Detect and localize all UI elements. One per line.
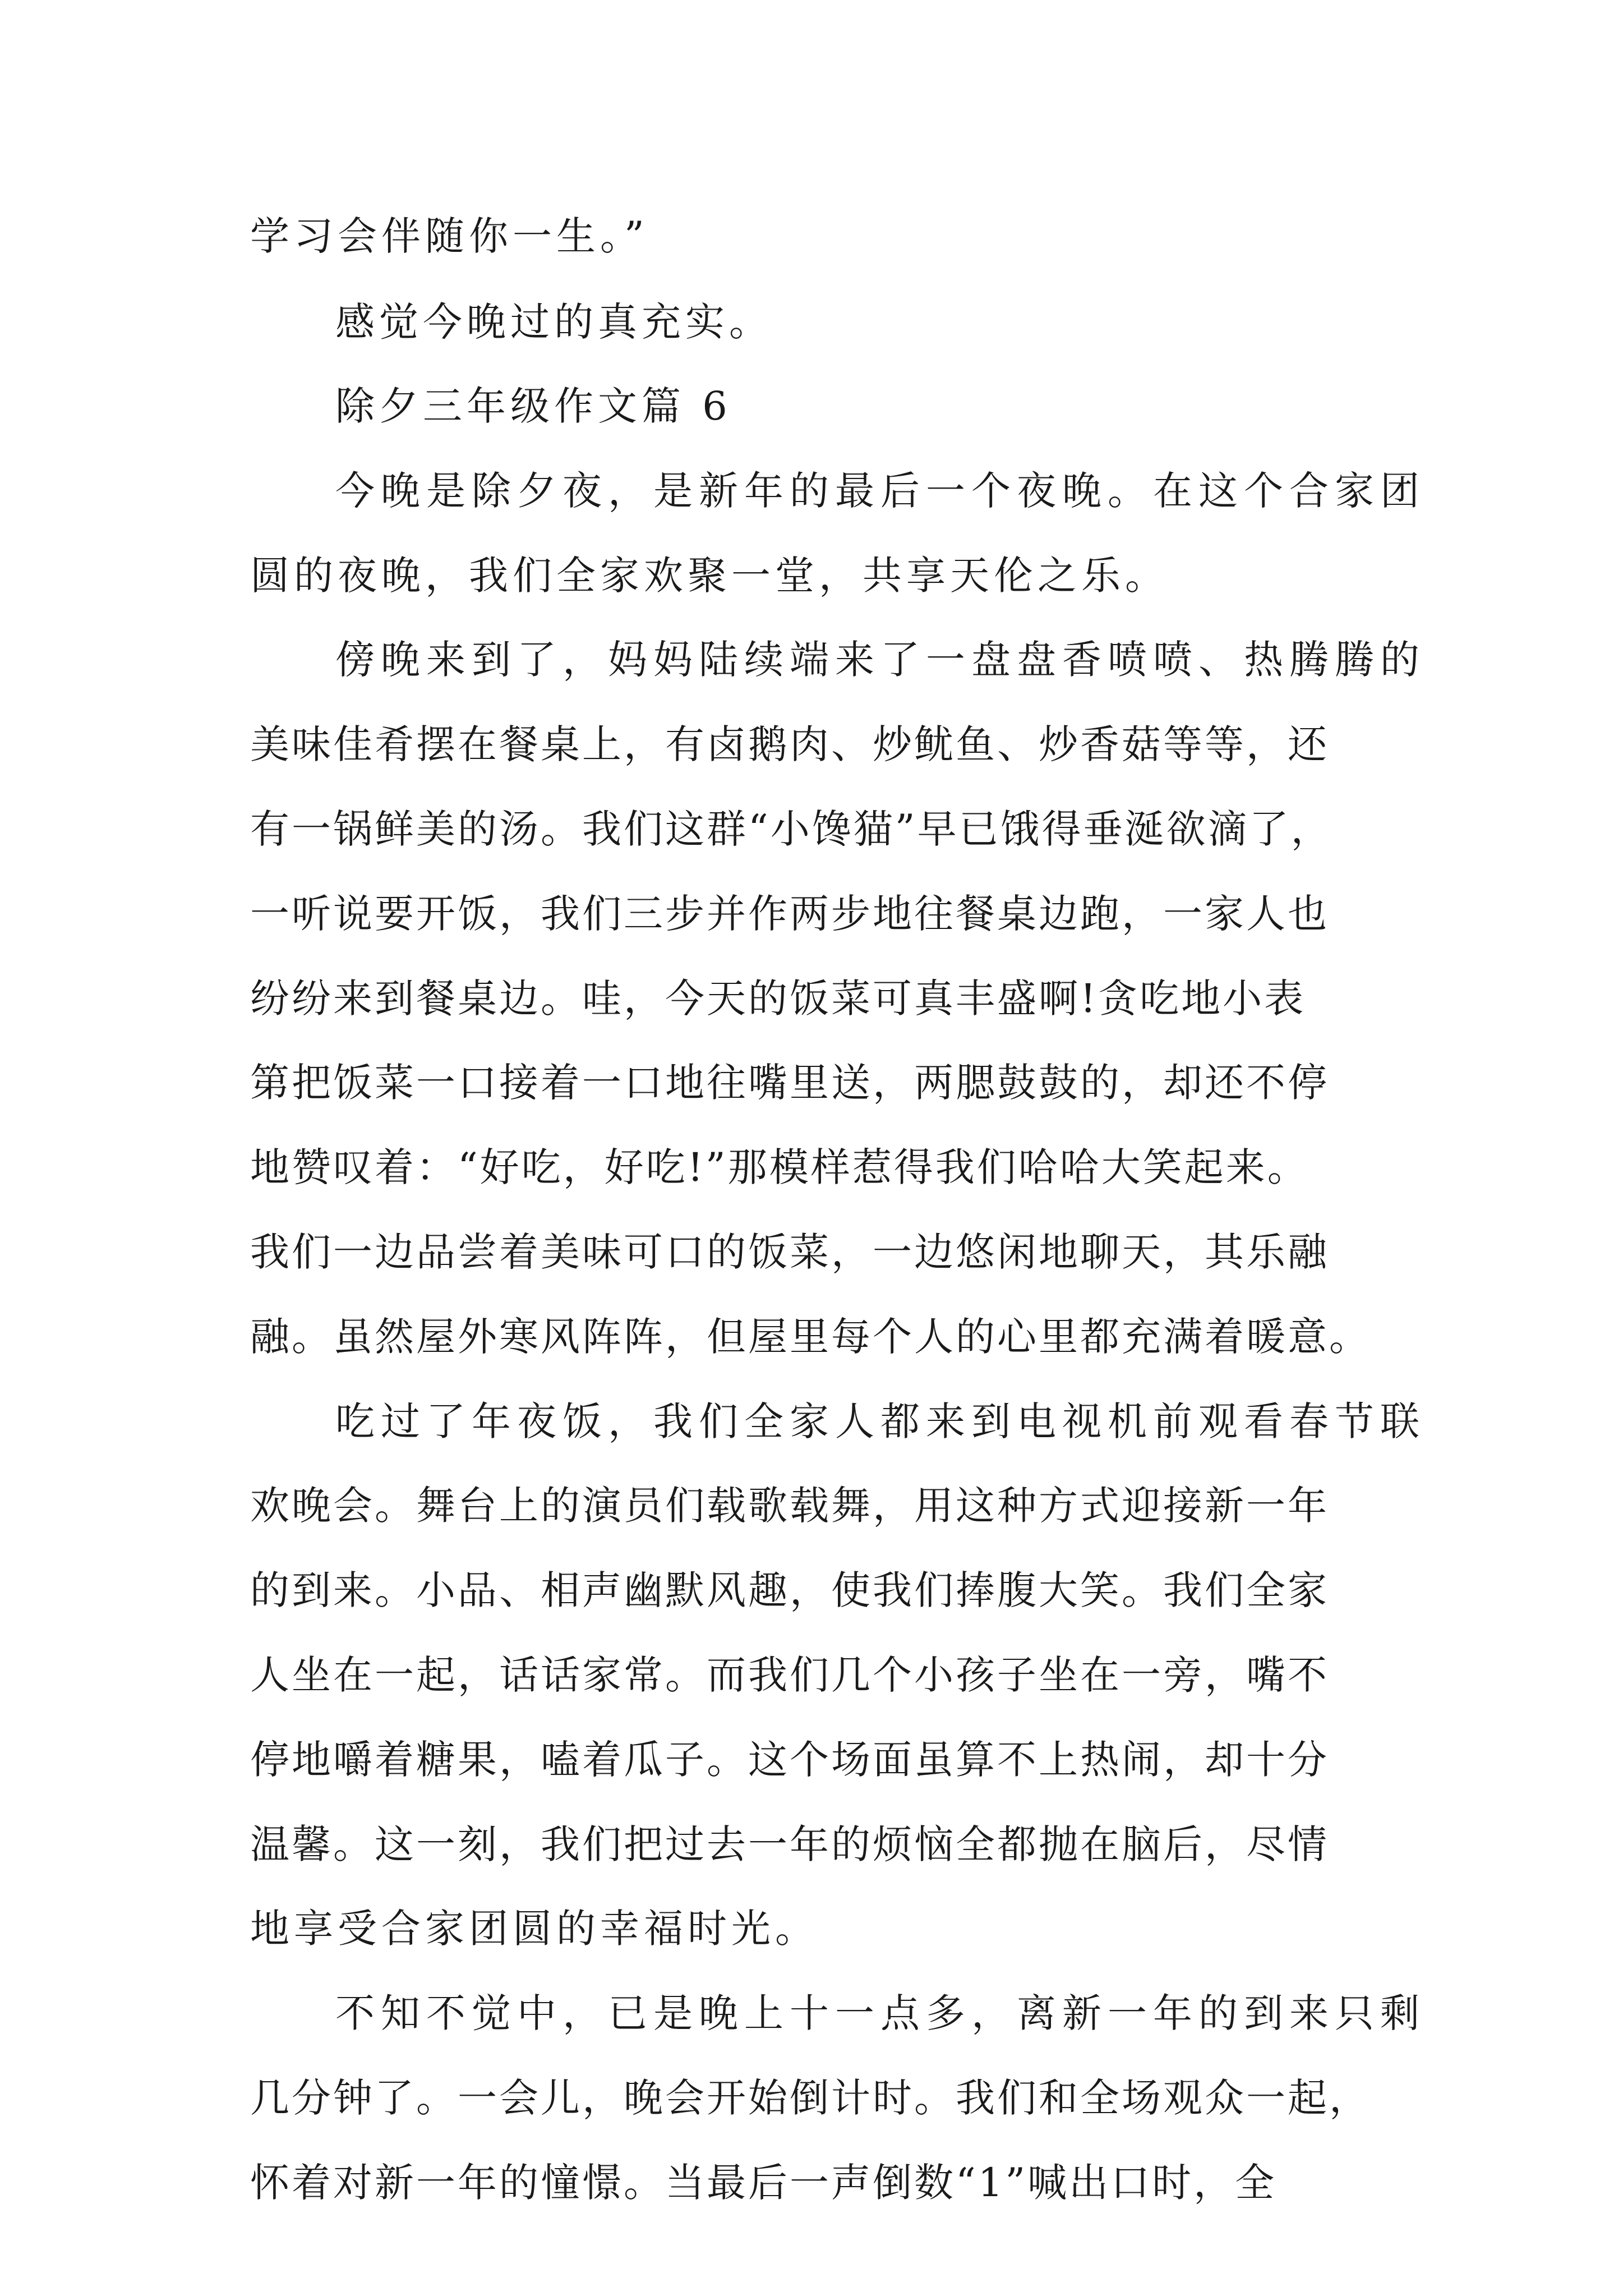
text-line: 地享受合家团圆的幸福时光。 (250, 1906, 819, 1952)
text-line: 地赞叹着：“好吃，好吃!”那模样惹得我们哈哈大笑起来。 (250, 1144, 1309, 1190)
text-line: 美味佳肴摆在餐桌上，有卤鹅肉、炒鱿鱼、炒香菇等等，还 (250, 721, 1329, 767)
text-line: 纷纷来到餐桌边。哇，今天的饭菜可真丰盛啊!贪吃地小表 (250, 976, 1306, 1022)
text-line: 融。虽然屋外寒风阵阵，但屋里每个人的心里都充满着暖意。 (250, 1314, 1371, 1360)
text-line: 不知不觉中，已是晚上十一点多，离新一年的到来只剩 (335, 1990, 1426, 2036)
text-line: 的到来。小品、相声幽默风趣，使我们捧腹大笑。我们全家 (250, 1567, 1329, 1613)
text-line: 我们一边品尝着美味可口的饭菜，一边悠闲地聊天，其乐融 (250, 1229, 1329, 1275)
text-line: 人坐在一起，话话家常。而我们几个小孩子坐在一旁，嘴不 (250, 1652, 1329, 1698)
section-heading: 除夕三年级作文篇 6 (335, 383, 732, 429)
text-line: 吃过了年夜饭，我们全家人都来到电视机前观看春节联 (335, 1398, 1426, 1444)
text-line: 感觉今晚过的真充实。 (335, 299, 773, 345)
text-line: 傍晚来到了，妈妈陆续端来了一盘盘香喷喷、热腾腾的 (335, 637, 1426, 683)
text-line: 欢晚会。舞台上的演员们载歌载舞，用这种方式迎接新一年 (250, 1483, 1329, 1529)
text-line: 怀着对新一年的憧憬。当最后一声倒数“1”喊出口时，全 (250, 2160, 1277, 2206)
text-line: 第把饭菜一口接着一口地往嘴里送，两腮鼓鼓的，却还不停 (250, 1060, 1329, 1106)
text-line: 停地嚼着糖果，嗑着瓜子。这个场面虽算不上热闹，却十分 (250, 1737, 1329, 1783)
text-line: 有一锅鲜美的汤。我们这群“小馋猫”早已饿得垂涎欲滴了， (250, 806, 1332, 852)
text-line: 圆的夜晚，我们全家欢聚一堂，共享天伦之乐。 (250, 553, 1169, 599)
text-line: 温馨。这一刻，我们把过去一年的烦恼全都抛在脑后，尽情 (250, 1821, 1329, 1867)
text-line: 几分钟了。一会儿，晚会开始倒计时。我们和全场观众一起， (250, 2075, 1371, 2121)
text-line: 学习会伴随你一生。” (250, 213, 649, 259)
text-line: 今晚是除夕夜，是新年的最后一个夜晚。在这个合家团 (335, 468, 1426, 514)
text-line: 一听说要开饭，我们三步并作两步地往餐桌边跑，一家人也 (250, 891, 1329, 937)
